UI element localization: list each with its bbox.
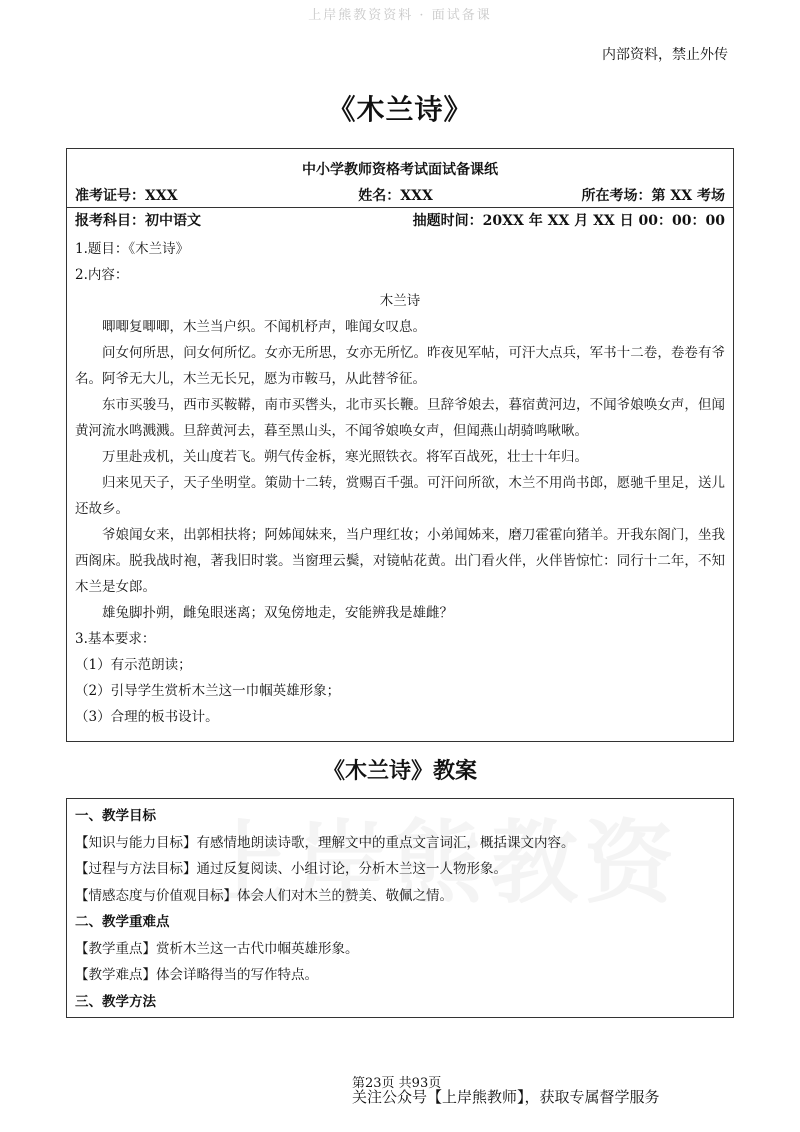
requirements-label: 3.基本要求： [75,631,156,647]
plan-section-heading: 一、教学目标 [75,808,156,824]
plan-section-heading: 二、教学重难点 [75,914,170,930]
exam-site: 所在考场：第 XX 考场 [581,188,725,204]
sheet-heading: 中小学教师资格考试面试备课纸 [302,162,498,178]
poem-paragraph: 爷娘闻女来，出郭相扶将；阿姊闻妹来，当户理红妆；小弟闻姊来，磨刀霍霍向猪羊。开我东阁门，坐我西阁床。脱我战时袍，著我旧时裳。当窗理云鬓，对镜帖花黄。出门看火伴，火伴皆惊忙：同行十二年，不知木兰是女郎。 [75,527,725,595]
plan-item: 【过程与方法目标】通过反复阅读、小组讨论，分析木兰这一人物形象。 [75,861,507,877]
page-title: 《木兰诗》 [327,93,473,126]
lesson-plan-body [67,799,733,1015]
content-label: 2.内容： [75,267,129,283]
requirement-item: （3）合理的板书设计。 [75,709,219,725]
lesson-plan-title: 《木兰诗》教案 [322,758,477,784]
candidate-info-row [67,183,733,208]
candidate-name: 姓名：XXX [358,188,433,204]
faint-top-text: 上岸熊教资资料 · 面试备课 [308,8,492,23]
requirement-item: （1）有示范朗读； [75,657,192,673]
topic-line: 1.题目：《木兰诗》 [75,241,190,257]
subject-row [67,208,733,232]
confidential-note: 内部资料，禁止外传 [602,47,728,63]
requirement-item: （2）引导学生赏析木兰这一巾帼英雄形象； [75,683,341,699]
plan-item: 【情感态度与价值观目标】体会人们对木兰的赞美、敬佩之情。 [75,887,453,904]
footer-note: 关注公众号【上岸熊教师】，获取专属督学服务 [352,1088,660,1106]
poem-paragraph: 万里赴戎机，关山度若飞。朔气传金柝，寒光照铁衣。将军百战死，壮士十年归。 [102,449,588,465]
plan-item: 【教学难点】体会详略得当的写作特点。 [75,967,318,983]
poem-paragraph: 问女何所思，问女何所忆。女亦无所思，女亦无所忆。昨夜见军帖，可汗大点兵，军书十二卷，卷卷有爷名。阿爷无大儿，木兰无长兄，愿为市鞍马，从此替爷征。 [75,345,725,387]
page-number: 第23页 共93页 [352,1076,442,1091]
candidate-number: 准考证号：XXX [75,188,178,204]
poem-paragraph: 东市买骏马，西市买鞍鞯，南市买辔头，北市买长鞭。旦辞爷娘去，暮宿黄河边，不闻爷娘唤女声，但闻黄河流水鸣溅溅。旦辞黄河去，暮至黑山头，不闻爷娘唤女声，但闻燕山胡骑鸣啾啾。 [75,397,725,439]
poem-paragraph: 归来见天子，天子坐明堂。策勋十二转，赏赐百千强。可汗问所欲，木兰不用尚书郎，愿驰千里足，送儿还故乡。 [75,475,725,517]
poem-title: 木兰诗 [379,293,421,309]
exam-prep-sheet [66,148,734,742]
exam-subject: 报考科目：初中语文 [75,213,201,229]
plan-item: 【教学重点】赏析木兰这一古代巾帼英雄形象。 [75,940,359,957]
plan-item: 【知识与能力目标】有感情地朗读诗歌，理解文中的重点文言词汇，概括课文内容。 [75,834,575,851]
lesson-plan-box [66,798,734,1018]
draw-time: 抽题时间：20XX 年 XX 月 XX 日 00：00：00 [412,213,725,229]
sheet-body [67,232,733,730]
poem-paragraph: 雄兔脚扑朔，雌兔眼迷离；双兔傍地走，安能辨我是雄雌？ [102,605,453,621]
poem-paragraph: 唧唧复唧唧，木兰当户织。不闻机杼声，唯闻女叹息。 [102,319,426,335]
plan-section-heading: 三、教学方法 [75,993,156,1010]
